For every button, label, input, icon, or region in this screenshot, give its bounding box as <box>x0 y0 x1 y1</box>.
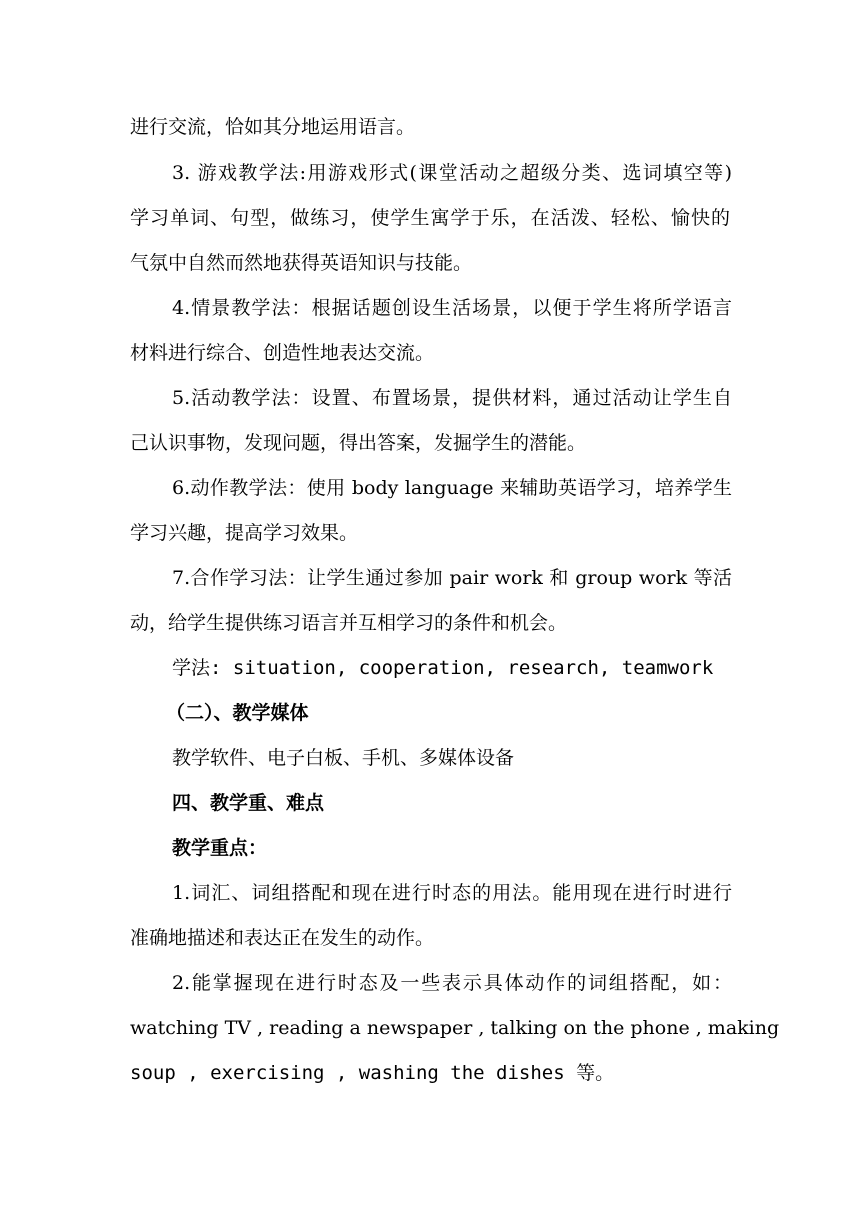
teaching-media-line: 教学软件、电子白板、手机、多媒体设备 <box>172 747 515 769</box>
method-6-line-2: 学习兴趣，提高学习效果。 <box>130 522 359 544</box>
paragraph-line: 进行交流，恰如其分地运用语言。 <box>130 116 416 138</box>
subheading-teaching-focus: 教学重点： <box>172 837 268 859</box>
method-3-line-1: 3. 游戏教学法:用游戏形式(课堂活动之超级分类、选词填空等) <box>172 162 732 184</box>
method-7-line-2: 动，给学生提供练习语言并互相学习的条件和机会。 <box>130 612 568 634</box>
focus-2-line-3: soup , exercising , washing the dishes 等。 <box>130 1062 615 1084</box>
method-5-line-2: 己认识事物，发现问题，得出答案，发掘学生的潜能。 <box>130 432 587 454</box>
focus-2-line-1: 2.能掌握现在进行时态及一些表示具体动作的词组搭配，如： <box>172 972 732 994</box>
method-4-line-2: 材料进行综合、创造性地表达交流。 <box>130 342 435 364</box>
method-5-line-1: 5.活动教学法：设置、布置场景，提供材料，通过活动让学生自 <box>172 387 732 409</box>
focus-2-line-2: watching TV , reading a newspaper , talking on the phone , making <box>130 1017 780 1039</box>
section-heading-key-points: 四、教学重、难点 <box>172 792 325 814</box>
section-heading-teaching-media: （二）、教学媒体 <box>166 702 309 724</box>
method-3-line-3: 气氛中自然而然地获得英语知识与技能。 <box>130 252 473 274</box>
method-7-line-1: 7.合作学习法：让学生通过参加 pair work 和 group work 等活 <box>172 567 732 589</box>
method-6-line-1: 6.动作教学法：使用 body language 来辅助英语学习，培养学生 <box>172 477 732 499</box>
focus-1-line-1: 1.词汇、词组搭配和现在进行时态的用法。能用现在进行时进行 <box>172 882 732 904</box>
method-3-line-2: 学习单词、句型，做练习，使学生寓学于乐，在活泼、轻松、愉快的 <box>130 207 730 229</box>
learning-methods-line: 学法: situation, cooperation, research, teamwork <box>172 657 714 679</box>
focus-1-line-2: 准确地描述和表达正在发生的动作。 <box>130 927 435 949</box>
method-4-line-1: 4.情景教学法：根据话题创设生活场景，以便于学生将所学语言 <box>172 297 732 319</box>
